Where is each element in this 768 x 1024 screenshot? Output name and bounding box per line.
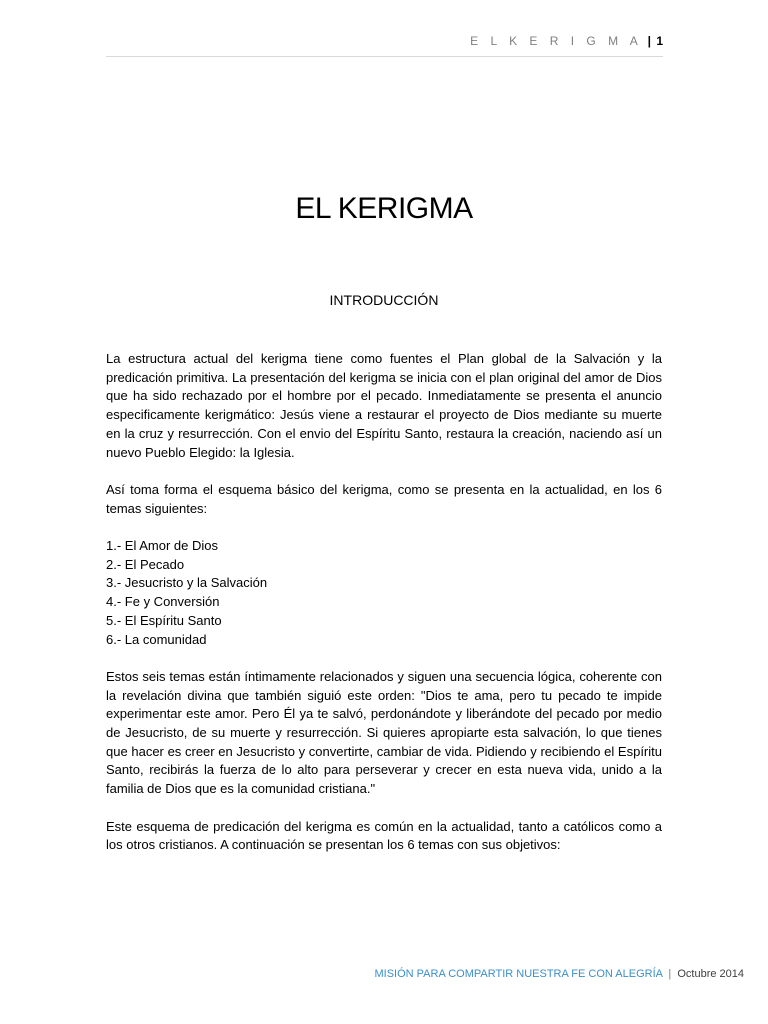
header-title: E L K E R I G M A: [470, 34, 643, 48]
document-title: EL KERIGMA: [295, 192, 473, 225]
body-text: [106, 350, 662, 874]
page-number: 1: [656, 34, 663, 48]
paragraph: Estos seis temas están íntimamente relacionados y siguen una secuencia lógica, coherente con la revelación divina que también siguió este orden: "Dios te ama, pero tu pecado te impide experimentar este amor. Pero Él ya te salvó, perdonándote y liberándote del pecado por medio de Jesucristo, de su muerte y resurrección. Si quieres apropiarte esta salvación, lo que tienes que hacer es creer en Jesucristo y convertirte, cambiar de vida. Pidiendo y recibiendo el Espíritu Santo, recibirás la fuerza de lo alto para perseverar y crecer en esta nueva vida, unido a la familia de Dios que es la comunidad cristiana.": [106, 668, 662, 797]
footer-separator: |: [668, 968, 672, 980]
list-item: 4.- Fe y Conversión: [106, 594, 220, 610]
running-footer: [0, 968, 744, 980]
paragraph: Este esquema de predicación del kerigma es común en la actualidad, tanto a católicos como a los otros cristianos. A continuación se presentan los 6 temas con sus objetivos:: [106, 818, 662, 853]
section-heading: INTRODUCCIÓN: [329, 292, 439, 308]
list-item: 5.- El Espíritu Santo: [106, 612, 222, 628]
list-item: 6.- La comunidad: [106, 631, 207, 647]
header-separator: |: [647, 34, 651, 48]
list-item: 2.- El Pecado: [106, 556, 185, 572]
footer-date: Octubre 2014: [677, 968, 744, 980]
topic-list: [106, 537, 662, 649]
paragraph: La estructura actual del kerigma tiene como fuentes el Plan global de la Salvación y la predicación primitiva. La presentación del kerigma se inicia con el plan original del amor de Dios que ha sido rechazado por el hombre por el pecado. Inmediatamente se presenta el anuncio especificamente kerigmático: Jesús viene a restaurar el proyecto de Dios mediante su muerte en la cruz y resurrección. Con el envio del Espíritu Santo, restaura la creación, naciendo así un nuevo Pueblo Elegido: la Iglesia.: [106, 351, 662, 460]
list-item: 1.- El Amor de Dios: [106, 538, 218, 553]
list-item: 3.- Jesucristo y la Salvación: [106, 575, 268, 591]
paragraph: Así toma forma el esquema básico del kerigma, como se presenta en la actualidad, en los 6 temas siguientes:: [106, 481, 662, 516]
footer-mission: MISIÓN PARA COMPARTIR NUESTRA FE CON ALEGRÍA: [374, 968, 663, 980]
running-header: [106, 34, 663, 57]
